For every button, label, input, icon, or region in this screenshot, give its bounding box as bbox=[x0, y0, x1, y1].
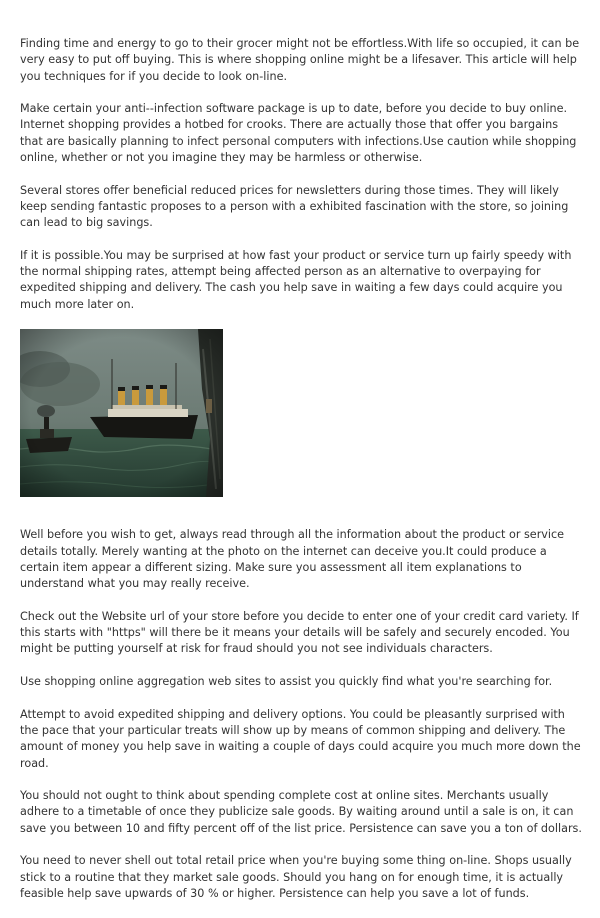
ocean-liner-painting-icon bbox=[20, 329, 223, 497]
paragraph-intro: Finding time and energy to go to their grocer might not be effortless.With life so occupied, it can be very easy to put off buying. This is where shopping online might be a lifesaver. This article will help you techniques for if you decide to look on-line. bbox=[20, 37, 580, 83]
paragraph-antivirus: Make certain your anti--infection software package is up to date, before you decide to buy online. Internet shopping provides a hotbed for crooks. There are actually those that offer you bargains that are basically planning to infect personal computers with infections.Use caution while shopping online, whether or not you imagine they may be harmless or otherwise. bbox=[20, 102, 577, 165]
paragraph-newsletters: Several stores offer beneficial reduced prices for newsletters during those times. They will likely keep sending fantastic proposes to a person with a exhibited fascination with the store, so joining can lead to big savings. bbox=[20, 183, 569, 230]
article-body bbox=[20, 36, 582, 918]
paragraph-shipping-rates: If it is possible.You may be surprised at how fast your product or service turn up fairly speedy with the normal shipping rates, attempt being affected person as an alternative to overpaying for expedited shipping and delivery. The cash you help save in waiting a few days could acquire you much more later on. bbox=[20, 248, 572, 311]
paragraph-aggregation: Use shopping online aggregation web sites to assist you quickly find what you're searching for. bbox=[20, 675, 553, 689]
paragraph-sale-timetable: You should not ought to think about spending complete cost at online sites. Merchants usually adhere to a timetable of once they publicize sale goods. By waiting around until a sale is on, it can save you between 10 and fifty percent off of the list price. Persistence can save you a ton of dollars. bbox=[20, 789, 582, 835]
paragraph-expedited-shipping: Attempt to avoid expedited shipping and delivery options. You could be pleasantly surprised with the pace that your particular treats will show up by means of common shipping and delivery. The amount of money you help save in waiting a couple of days could acquire you much more down the road. bbox=[20, 707, 581, 770]
paragraph-retail-price: You need to never shell out total retail price when you're buying some thing on-line. Shops usually stick to a routine that they market sale goods. Should you hang on for enough time, it is actually feasible help save upwards of 30 % or higher. Persistence can help you save a lot of funds. bbox=[20, 854, 572, 900]
paragraph-https: Check out the Website url of your store before you decide to enter one of your credit card variety. If this starts with "https" will there be it means your details will be safely and securely encoded. You might be putting yourself at risk for fraud should you not see individuals characters. bbox=[20, 609, 579, 656]
paragraph-product-details: Well before you wish to get, always read through all the information about the product or service details totally. Merely wanting at the photo on the internet can deceive you.It could produce a certain item appear a different sizing. Make sure you assessment all item explanations to understand what you may really receive. bbox=[20, 528, 565, 591]
